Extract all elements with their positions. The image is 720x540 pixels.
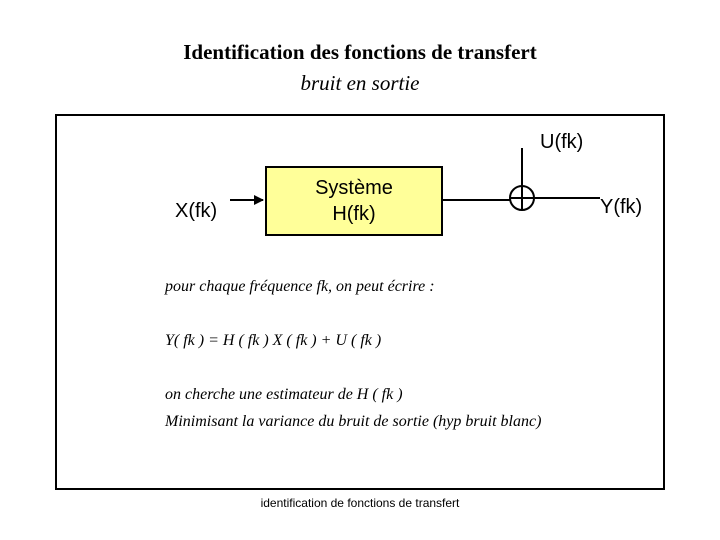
input-label: X(fk) bbox=[175, 200, 218, 222]
slide-subtitle: bruit en sortie bbox=[300, 71, 420, 95]
text-line-estimator: on cherche une estimateur de H ( fk ) bbox=[165, 386, 403, 403]
system-label-line2: H(fk) bbox=[332, 203, 376, 225]
text-line-equation: Y( fk ) = H ( fk ) X ( fk ) + U ( fk ) bbox=[165, 332, 382, 349]
slide-footer: identification de fonctions de transfert bbox=[260, 496, 460, 510]
text-line-frequency: pour chaque fréquence fk, on peut écrire : bbox=[165, 278, 435, 295]
text-line-variance: Minimisant la variance du bruit de sortie (hyp bruit blanc) bbox=[165, 413, 542, 430]
slide-title: Identification des fonctions de transfert bbox=[183, 40, 537, 64]
noise-label: U(fk) bbox=[540, 131, 584, 153]
output-label: Y(fk) bbox=[600, 196, 643, 218]
system-block bbox=[265, 166, 443, 236]
system-label-line1: Système bbox=[315, 177, 393, 199]
summing-junction-icon bbox=[510, 186, 534, 210]
